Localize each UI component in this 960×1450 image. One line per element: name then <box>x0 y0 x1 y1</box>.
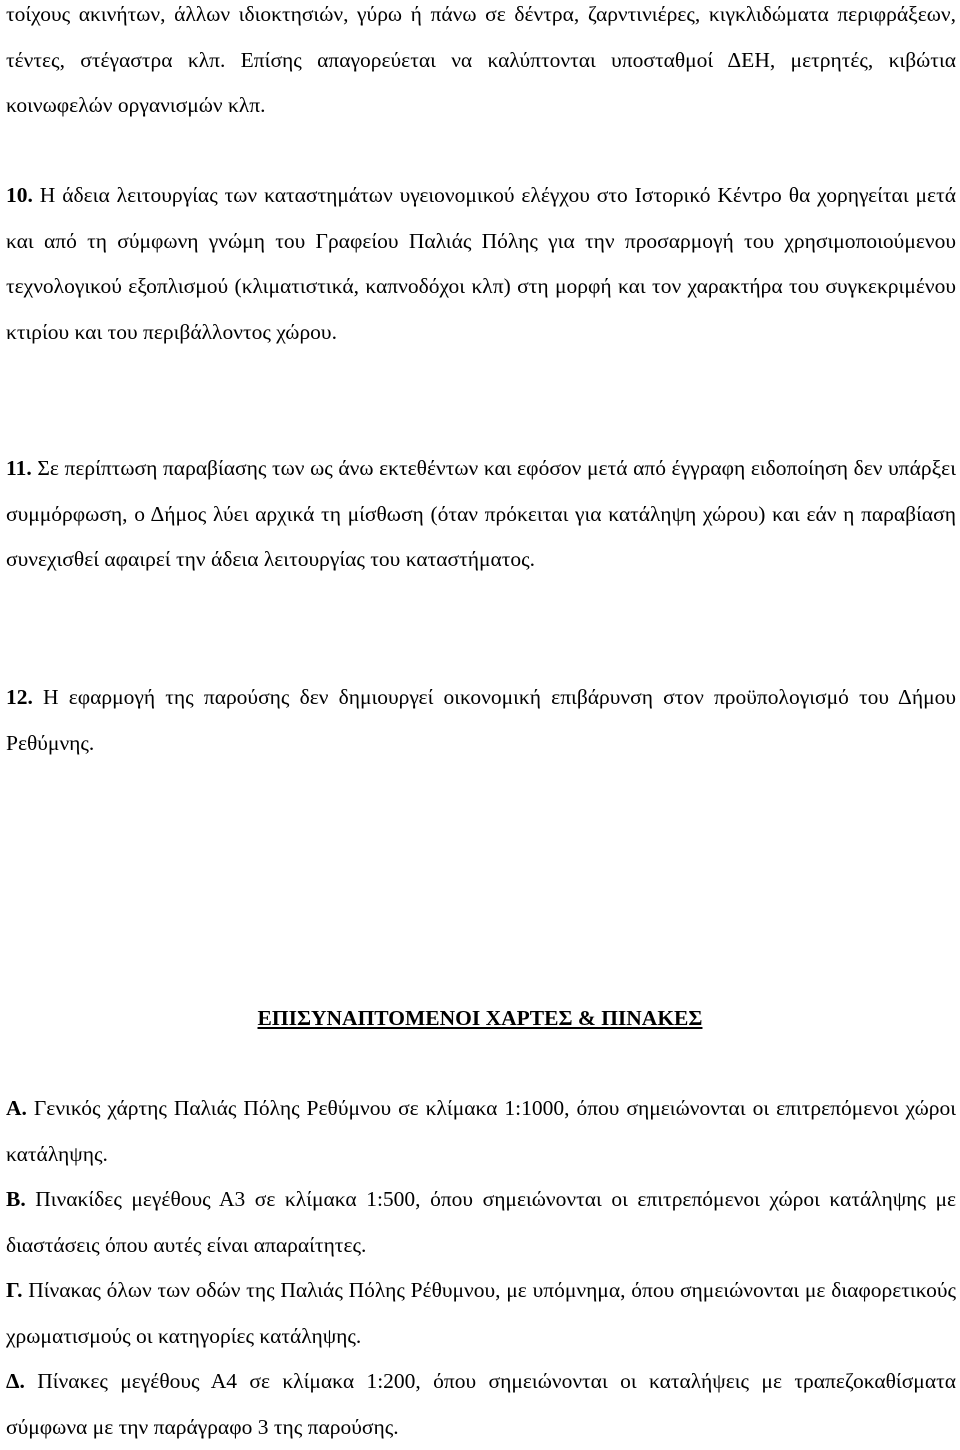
attachments-heading: ΕΠΙΣΥΝΑΠΤΟΜΕΝΟΙ ΧΑΡΤΕΣ & ΠΙΝΑΚΕΣ <box>257 1006 703 1030</box>
attachment-letter: Γ. <box>6 1278 23 1302</box>
paragraph-text: Σε περίπτωση παραβίασης των ως άνω εκτεθέντων και εφόσον μετά από έγγραφη ειδοποίηση δεν υπάρξει συμμόρφωση, ο Δήμος λύει αρχικά τη μίσθωση (όταν πρόκειται για κατάληψη χώρου) και εάν η παραβίαση συνεχισθεί αφαιρεί την άδεια λειτουργίας του καταστήματος. <box>6 456 956 571</box>
attachment-text: Πίνακες μεγέθους Α4 σε κλίμακα 1:200, όπου σημειώνονται οι καταλήψεις με τραπεζοκαθίσματα σύμφωνα με την παράγραφο 3 της παρούσης. <box>6 1369 956 1439</box>
paragraph-11 <box>6 446 956 583</box>
paragraph-12 <box>6 675 956 766</box>
paragraph-text: Η άδεια λειτουργίας των καταστημάτων υγειονομικού ελέγχου στο Ιστορικό Κέντρο θα χορηγείται μετά και από τη σύμφωνη γνώμη του Γραφείου Παλιάς Πόλης για την προσαρμογή του χρησιμοποιούμενου τεχνολογικού εξοπλισμού (κλιματιστικά, καπνοδόχοι κλπ) στη μορφή και τον χαρακτήρα του συγκεκριμένου κτιρίου και του περιβάλλοντος χώρου. <box>6 183 956 344</box>
paragraph-continuation <box>6 0 956 129</box>
attachment-item-d <box>6 1359 956 1450</box>
attachment-letter: Α. <box>6 1096 27 1120</box>
attachment-item-b <box>6 1177 956 1268</box>
paragraph-continuation-text: τοίχους ακινήτων, άλλων ιδιοκτησιών, γύρω ή πάνω σε δέντρα, ζαρντινιέρες, κιγκλιδώματα περιφράξεων, τέντες, στέγαστρα κλπ. Επίσης απαγορεύεται να καλύπτονται υποσταθμοί ΔΕΗ, μετρητές, κιβώτια κοινωφελών οργανισμών κλπ. <box>6 2 956 117</box>
attachment-text: Γενικός χάρτης Παλιάς Πόλης Ρεθύμνου σε κλίμακα 1:1000, όπου σημειώνονται οι επιτρεπόμενοι χώροι κατάληψης. <box>6 1096 956 1166</box>
attachment-letter: Β. <box>6 1187 26 1211</box>
attachment-text: Πίνακας όλων των οδών της Παλιάς Πόλης Ρέθυμνου, με υπόμνημα, όπου σημειώνονται με διαφορετικούς χρωματισμούς οι κατηγορίες κατάληψης. <box>6 1278 956 1348</box>
attachment-letter: Δ. <box>6 1369 25 1393</box>
paragraph-10 <box>6 173 956 355</box>
paragraph-number: 11. <box>6 456 32 480</box>
paragraph-text: Η εφαρμογή της παρούσης δεν δημιουργεί οικονομική επιβάρυνση στον προϋπολογισμό του Δήμου Ρεθύμνης. <box>6 685 956 755</box>
attachment-item-c <box>6 1268 956 1359</box>
paragraph-number: 12. <box>6 685 33 709</box>
attachment-item-a <box>6 1086 956 1177</box>
attachment-text: Πινακίδες μεγέθους Α3 σε κλίμακα 1:500, όπου σημειώνονται οι επιτρεπόμενοι χώροι κατάληψης με διαστάσεις όπου αυτές είναι απαραίτητες. <box>6 1187 956 1257</box>
paragraph-number: 10. <box>6 183 33 207</box>
